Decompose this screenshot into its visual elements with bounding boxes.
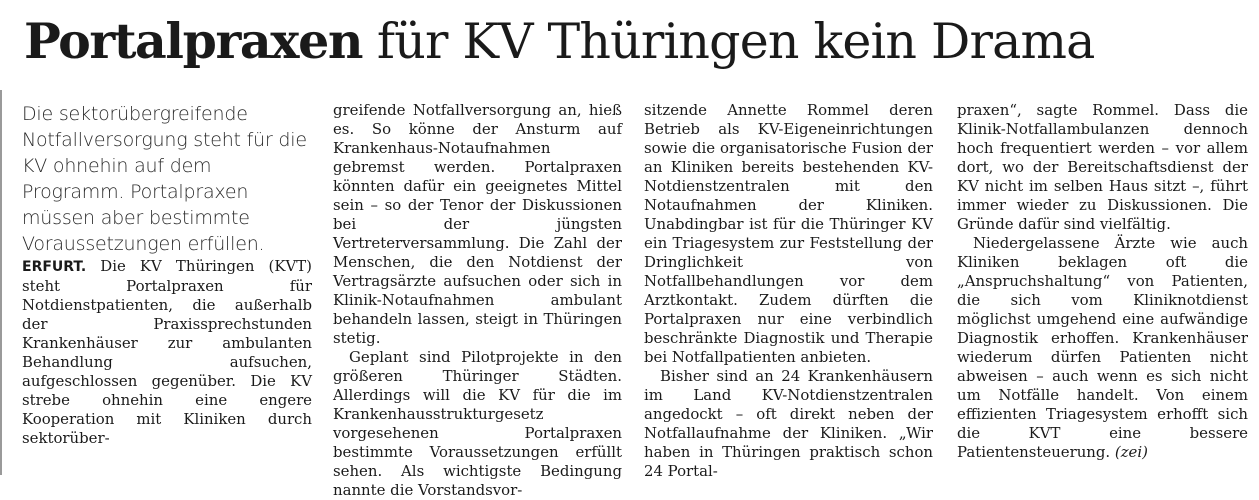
- left-margin-rule: [0, 90, 2, 475]
- column-3-paragraph-1: sitzende Annette Rommel deren Betrieb als KV-Eigeneinrichtungen sowie die organisatorische Fusion der an Kliniken bereits bestehenden KV-Notdienstzentralen mit den Notaufnahmen der Kliniken. Unabdingbar ist für die Thüringer KV ein Triagesystem zur Feststellung der Dringlichkeit von Notfallbehandlungen vor dem Arztkontakt. Zudem dürften die Portalpraxen nur eine verbindlich beschränkte Diagnostik und Therapie bei Notfallpatienten anbieten.: [644, 101, 933, 366]
- article-column-2: [333, 101, 622, 499]
- column-4-paragraph-2-text: Niedergelassene Ärzte wie auch Kliniken beklagen oft die „Anspruchshaltung“ von Patienten, die sich vom Kliniknotdienst möglichst umgehend eine aufwändige Diagnostik erhoffen. Krankenhäuser wiederum dürfen Patienten nicht abweisen – auch wenn es sich nicht um Notfälle handelt. Von einem effizienten Triagesystem erhofft sich die KVT eine bessere Patientensteuerung.: [957, 234, 1248, 461]
- column-2-paragraph-1: greifende Notfallversorgung an, hieß es. So könne der Ansturm auf Krankenhaus-Notaufnahmen gebremst werden. Portalpraxen könnten dafür ein geeignetes Mittel sein – so der Tenor der Diskussionen bei der jüngsten Vertreterversammlung. Die Zahl der Menschen, die den Notdienst der Vertragsärzte aufsuchen oder sich in Klinik-Notaufnahmen ambulant behandeln lassen, steigt in Thüringen stetig.: [333, 101, 622, 347]
- column-4-paragraph-1: praxen“, sagte Rommel. Dass die Klinik-Notfallambulanzen dennoch hoch frequentiert werden – vor allem dort, wo der Bereitschaftsdienst der KV nicht im selben Haus sitzt –, führt immer wieder zu Diskussionen. Die Gründe dafür sind vielfältig.: [957, 101, 1248, 233]
- column-4-paragraph-2: [957, 234, 1248, 462]
- headline-bold-part: Portalpraxen: [24, 12, 363, 70]
- column-2-paragraph-2: Geplant sind Pilotprojekte in den größeren Thüringer Städten. Allerdings will die KV für die im Krankenhausstrukturgesetz vorgesehenen Portalpraxen bestimmte Voraussetzungen erfüllt sehen. Als wichtigste Bedingung nannte die Vorstandsvor-: [333, 348, 622, 499]
- column-1-body: [22, 257, 312, 448]
- column-1-text: Die KV Thüringen (KVT) steht Portalpraxen für Notdienstpatienten, die außerhalb der Praxissprechstunden Krankenhäuser zur ambulanten Behandlung aufsuchen, aufgeschlossen gegenüber. Die KV strebe ohnehin eine engere Kooperation mit Kliniken durch sektorüber-: [22, 257, 312, 447]
- column-3-paragraph-2: Bisher sind an 24 Krankenhäusern im Land KV-Notdienstzentralen angedockt – oft direkt neben der Notfallaufnahme der Kliniken. „Wir haben in Thüringen praktisch schon 24 Portal-: [644, 367, 933, 480]
- article-column-1: [22, 101, 312, 473]
- article-headline: [24, 8, 1095, 75]
- article-column-3: [644, 101, 933, 480]
- headline-light-part: für KV Thüringen kein Drama: [362, 13, 1095, 70]
- article-column-4: [957, 101, 1248, 473]
- dateline: ERFURT.: [22, 259, 87, 275]
- article-lead: Die sektorübergreifende Notfallversorgung steht für die KV ohnehin auf dem Programm. Portalpraxen müssen aber bestimmte Voraussetzungen erfüllen.: [22, 103, 307, 255]
- author-initials: (zei): [1114, 443, 1148, 461]
